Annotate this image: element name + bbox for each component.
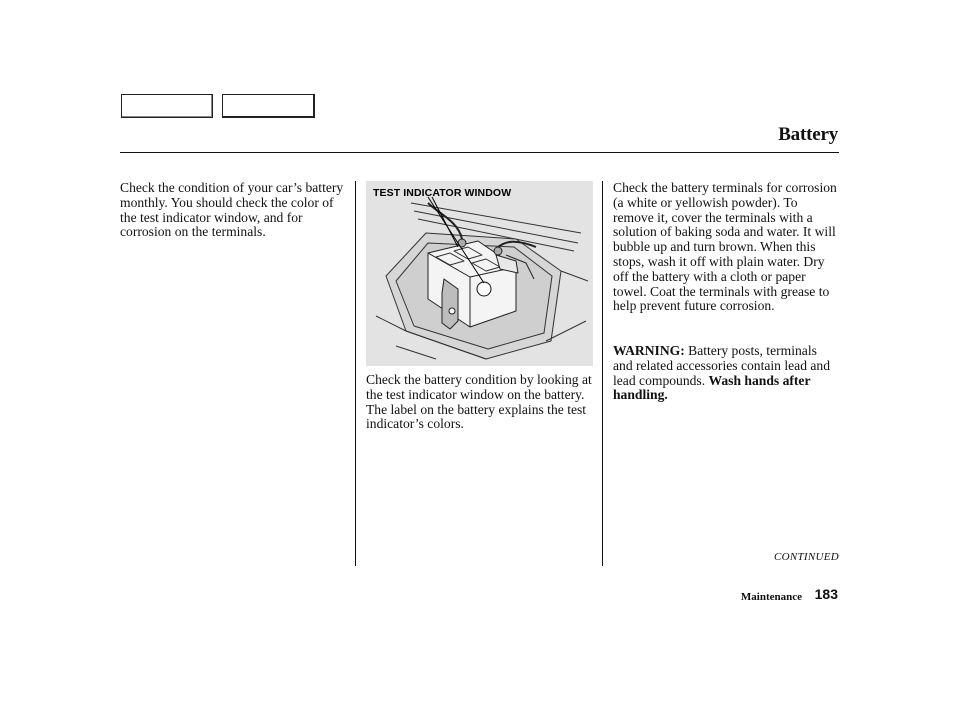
column-divider-1 [355, 181, 356, 566]
warning-paragraph [613, 344, 839, 403]
warning-body: Battery posts, terminals and related accessories contain lead and lead compounds. [613, 343, 831, 388]
indicator-text-2: The label on the battery explains the test indicator’s colors. [366, 401, 587, 432]
nav-box-right[interactable] [222, 94, 315, 118]
battery-drawing [366, 181, 593, 366]
section-name: Maintenance [740, 591, 802, 603]
intro-paragraph: Check the condition of your car’s battery monthly. You should check the color of the test indicator window, and for corrosion on the terminals. [120, 180, 344, 240]
page-title: Battery [778, 124, 838, 145]
indicator-text-1: Check the battery condition by looking at the test indicator window on the battery. [366, 372, 592, 402]
warning-emphasis: Wash hands after handling. [613, 372, 811, 403]
continued-label: CONTINUED [773, 551, 839, 563]
figure-label: TEST INDICATOR WINDOW [373, 187, 512, 199]
header-rule [120, 152, 839, 153]
corrosion-paragraph: Check the battery terminals for corrosion (a white or yellowish powder). To remove it, cover the terminals with a solution of baking soda and water. It will bubble up and turn brown. When this stops, wash it off with plain water. Dry off the battery with a cloth or paper towel. Coat the terminals with grease to help prevent future corrosion. [613, 180, 837, 314]
column-divider-2 [602, 181, 603, 566]
nav-box-left[interactable] [121, 94, 213, 118]
battery-illustration [366, 181, 593, 366]
indicator-paragraph [366, 373, 596, 432]
warning-label: WARNING: [613, 343, 685, 358]
page-number: 183 [814, 586, 838, 602]
